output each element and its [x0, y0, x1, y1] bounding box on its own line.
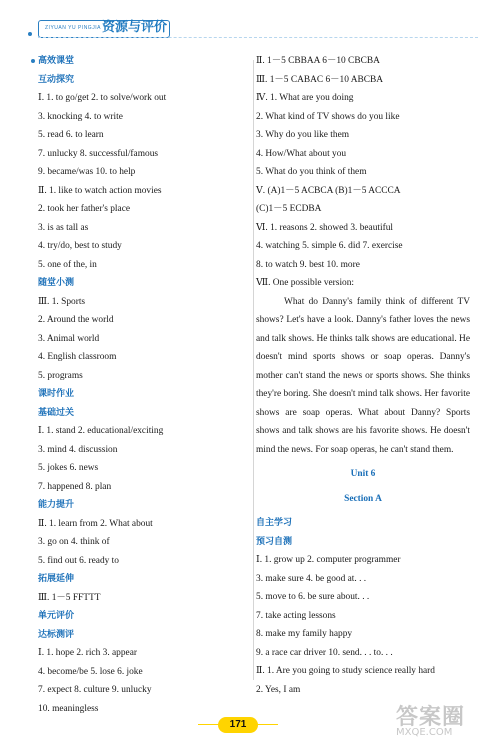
left-answer-line: 3. mind 4. discussion: [38, 444, 118, 455]
right_bottom-answer-line: Ⅱ. 1. Are you going to study science really hard: [256, 666, 435, 676]
left-answer-line: 4. try/do, best to study: [38, 241, 122, 251]
right_bottom-answer-line: 8. make my family happy: [256, 629, 353, 639]
right_top-answer-line: 8. to watch 9. best 10. more: [256, 259, 360, 270]
essay-paragraph: What do Danny's family think of different TV shows? Let's have a look. Danny's father loves the news and talk shows. He thinks talk shows are educational. He doesn't mind sports shows or soap operas. Danny's mother can't stand the news or sports shows. She thinks they're boring. She doesn't mind talk shows. Her favorite shows are soap operas. What about Danny? Sports shows and talk shows are his favorite shows. He doesn't mind the news. For soap operas, he can't stand them.: [256, 296, 470, 455]
answers-block-top: [256, 52, 470, 293]
bullet-dot-icon: [31, 59, 35, 63]
left-heading: 单元评价: [38, 611, 75, 621]
column-divider: [253, 60, 254, 680]
header-rule: [38, 37, 478, 38]
right_bottom-answer-line: 9. a race car driver 10. send. . . to. . .: [256, 647, 393, 658]
left-heading: 互动探究: [38, 74, 75, 85]
right_bottom-answer-line: 3. make sure 4. be good at. . .: [256, 573, 367, 584]
heading-text: 高效课堂: [38, 56, 75, 66]
left-answer-line: 5. read 6. to learn: [38, 130, 104, 140]
watermark-logo: [396, 700, 488, 742]
left-answer-line: Ⅰ. 1. hope 2. rich 3. appear: [38, 648, 137, 658]
left-answer-line: 4. English classroom: [38, 352, 117, 362]
right_top-answer-line: Ⅱ. 1－5 CBBAA 6－10 CBCBA: [256, 56, 380, 66]
right_top-answer-line: 4. watching 5. simple 6. did 7. exercise: [256, 241, 403, 251]
left-answer-line: 3. go on 4. think of: [38, 537, 110, 547]
left-heading: 达标测评: [38, 629, 75, 640]
right_top-answer-line: Ⅶ. One possible version:: [256, 278, 355, 288]
left-answer-line: 3. is as tall as: [38, 222, 89, 233]
left-answer-line: 3. knocking 4. to write: [38, 111, 123, 122]
answers-block-bottom: [256, 514, 470, 699]
right_bottom-heading: 自主学习: [256, 518, 293, 528]
right_top-answer-line: Ⅲ. 1－5 CABAC 6－10 ABCBA: [256, 74, 384, 85]
left-heading: 课时作业: [38, 389, 75, 399]
left-answer-line: 4. become/be 5. lose 6. joke: [38, 666, 143, 677]
left-heading: [38, 52, 248, 71]
header-subtitle: ZIYUAN YU PINGJIA: [45, 25, 101, 31]
left-heading: 能力提升: [38, 500, 75, 510]
watermark-text: 答案圈: [396, 705, 466, 730]
left-answer-line: Ⅱ. 1. learn from 2. What about: [38, 518, 153, 529]
left-answer-line: 7. happened 8. plan: [38, 481, 112, 492]
left-answer-line: 2. took her father's place: [38, 204, 131, 214]
page-number: 171: [218, 717, 258, 733]
right_bottom-answer-line: 5. move to 6. be sure about. . .: [256, 592, 370, 602]
header-title: 资源与评价: [102, 20, 168, 35]
left-answer-line: 5. one of the, in: [38, 259, 97, 270]
left-heading: 拓展延伸: [38, 574, 75, 584]
left-answer-line: 5. find out 6. ready to: [38, 555, 119, 566]
right_top-answer-line: Ⅳ. 1. What are you doing: [256, 93, 354, 103]
page-header: [10, 10, 490, 46]
watermark-url: MXQE.COM: [396, 727, 453, 738]
left-answer-line: Ⅰ. 1. to go/get 2. to solve/work out: [38, 93, 167, 103]
left-answer-line: 7. expect 8. culture 9. unlucky: [38, 685, 152, 695]
left-answer-line: Ⅱ. 1. like to watch action movies: [38, 185, 162, 196]
right_top-answer-line: (C)1－5 ECDBA: [256, 204, 322, 214]
left-answer-line: Ⅰ. 1. stand 2. educational/exciting: [38, 426, 164, 436]
left-heading: 基础过关: [38, 407, 75, 418]
right_top-answer-line: 4. How/What about you: [256, 148, 347, 159]
left-heading: 随堂小测: [38, 278, 75, 288]
right_bottom-heading: 预习自测: [256, 536, 293, 547]
left-answer-line: 5. programs: [38, 370, 83, 381]
left-answer-line: 5. jokes 6. news: [38, 463, 99, 473]
left-answer-line: Ⅲ. 1－5 FFTTT: [38, 592, 101, 603]
right_top-answer-line: 3. Why do you like them: [256, 130, 350, 140]
left-column: [38, 52, 248, 718]
left-answer-line: 3. Animal world: [38, 333, 100, 344]
right_bottom-answer-line: Ⅰ. 1. grow up 2. computer programmer: [256, 555, 401, 565]
header-dot: [28, 32, 32, 36]
left-answer-line: 9. became/was 10. to help: [38, 167, 136, 177]
left-answer-line: 2. Around the world: [38, 315, 114, 325]
left-answer-line: 10. meaningless: [38, 703, 99, 714]
right_top-answer-line: 5. What do you think of them: [256, 167, 367, 177]
right_top-answer-line: Ⅴ. (A)1－5 ACBCA (B)1－5 ACCCA: [256, 185, 401, 196]
unit-title: Unit 6: [350, 469, 376, 479]
right_top-answer-line: Ⅵ. 1. reasons 2. showed 3. beautiful: [256, 222, 394, 233]
right-column: [256, 52, 470, 699]
right_bottom-answer-line: 2. Yes, I am: [256, 684, 301, 695]
left-answer-line: Ⅲ. 1. Sports: [38, 296, 86, 307]
section-title: Section A: [344, 493, 382, 504]
right_top-answer-line: 2. What kind of TV shows do you like: [256, 111, 400, 122]
right_bottom-answer-line: 7. take acting lessons: [256, 610, 336, 621]
left-answer-line: 7. unlucky 8. successful/famous: [38, 148, 159, 159]
